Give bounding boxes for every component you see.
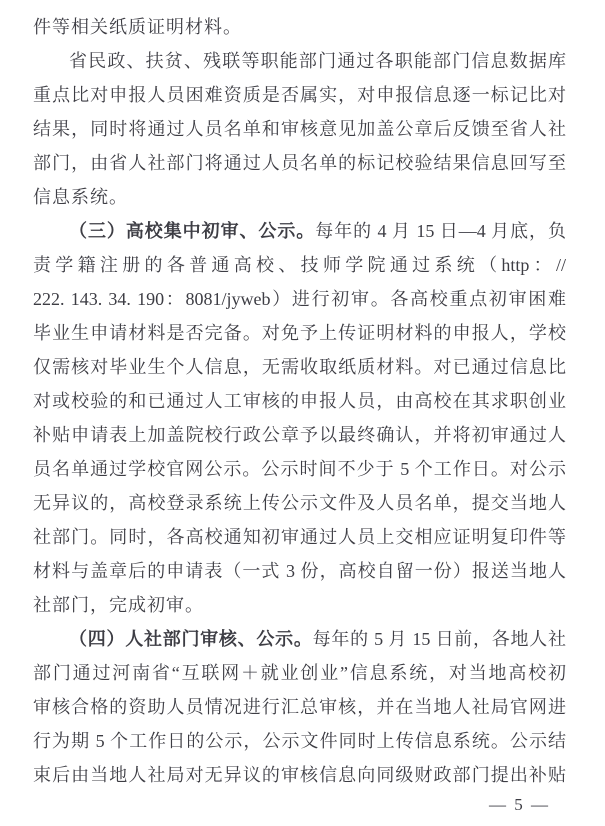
text-line [33, 214, 566, 248]
text-line: 束后由当地人社局对无异议的审核信息向同级财政部门提出补贴 [33, 765, 566, 785]
text-line-url: 222. 143. 34. 190：8081/jyweb）进行初审。各高校重点初审困难 [33, 289, 566, 309]
text-line: 每年的 4 月 15 日—4 月底，负 [315, 221, 566, 241]
text-line: 责学籍注册的各普通高校、技师学院通过系统（http：// [33, 255, 566, 275]
section-heading-3: （三）高校集中初审、公示。 [69, 221, 316, 241]
text-line: 员名单通过学校官网公示。公示时间不少于 5 个工作日。对公示 [33, 459, 566, 479]
text-line: 毕业生申请材料是否完备。对免予上传证明材料的申报人，学校 [33, 323, 566, 343]
text-line [33, 622, 566, 656]
text-line: 信息系统。 [33, 187, 128, 207]
text-line: 结果，同时将通过人员名单和审核意见加盖公章后反馈至省人社 [33, 119, 566, 139]
text-line: 重点比对申报人员困难资质是否属实，对申报信息逐一标记比对 [33, 85, 566, 105]
text-line: 件等相关纸质证明材料。 [33, 17, 242, 37]
text-line: 每年的 5 月 15 日前，各地人社 [312, 629, 566, 649]
document-body [33, 10, 566, 792]
page-number: — 5 — [489, 795, 550, 814]
text-line: 部门，由省人社部门将通过人员名单的标记校验结果信息回写至 [33, 153, 566, 173]
text-line: 社部门。同时，各高校通知初审通过人员上交相应证明复印件等 [33, 527, 566, 547]
text-line: 无异议的，高校登录系统上传公示文件及人员名单，提交当地人 [33, 493, 566, 513]
text-line: 材料与盖章后的申请表（一式 3 份，高校自留一份）报送当地人 [33, 561, 566, 581]
text-line: 省民政、扶贫、残联等职能部门通过各职能部门信息数据库 [69, 51, 566, 71]
section-heading-4: （四）人社部门审核、公示。 [69, 629, 313, 649]
text-line: 社部门，完成初审。 [33, 595, 204, 615]
text-line: 行为期 5 个工作日的公示，公示文件同时上传信息系统。公示结 [33, 731, 566, 751]
text-line: 仅需核对毕业生个人信息，无需收取纸质材料。对已通过信息比 [33, 357, 566, 377]
text-line: 部门通过河南省“互联网＋就业创业”信息系统，对当地高校初 [33, 663, 566, 683]
text-line: 对或校验的和已通过人工审核的申报人员，由高校在其求职创业 [33, 391, 566, 411]
text-line: 补贴申请表上加盖院校行政公章予以最终确认，并将初审通过人 [33, 425, 566, 445]
text-line: 审核合格的资助人员情况进行汇总审核，并在当地人社局官网进 [33, 697, 566, 717]
